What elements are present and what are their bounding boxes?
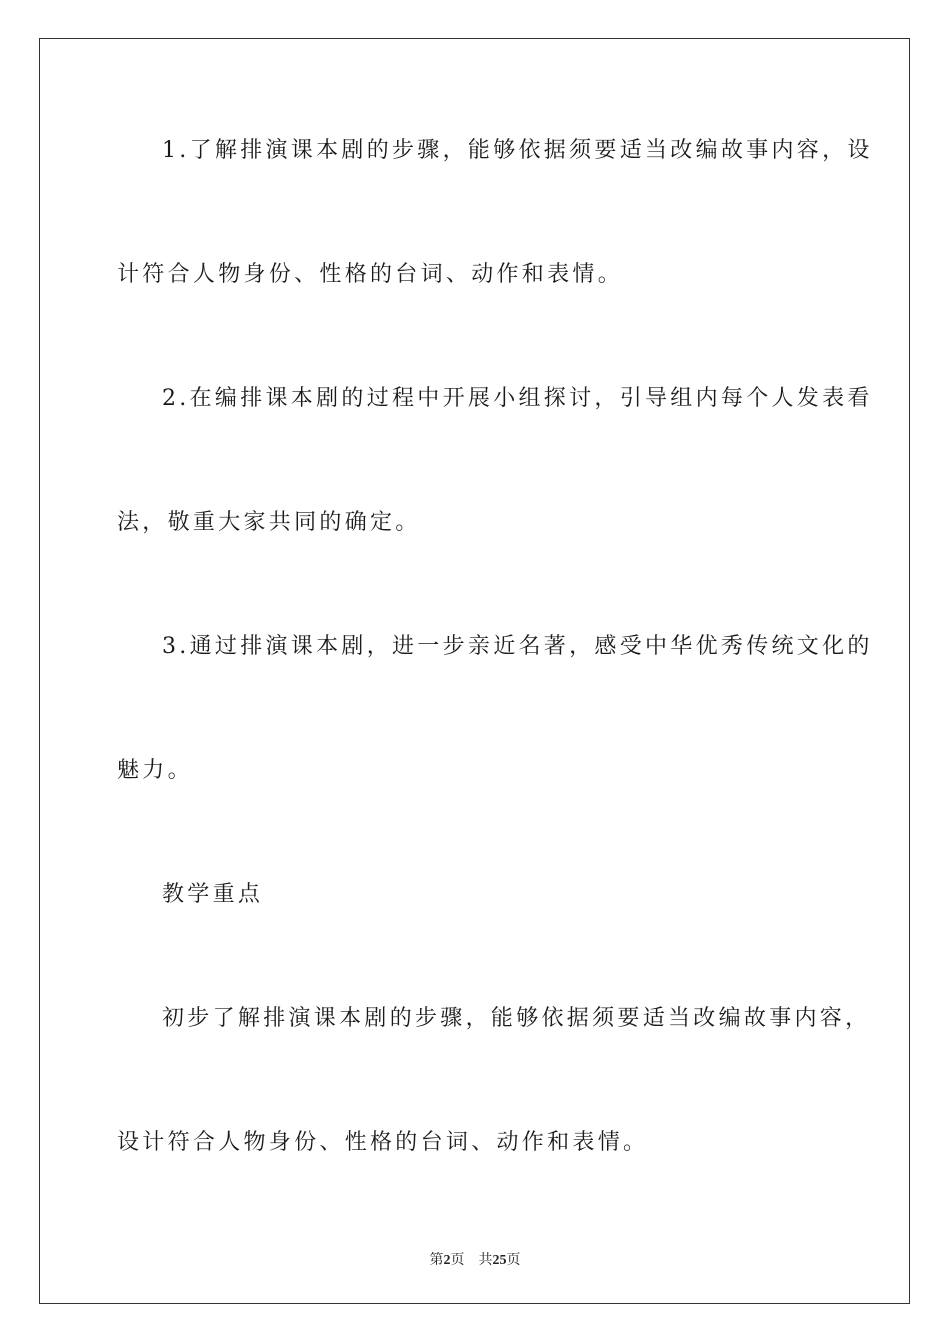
current-page-number: 2 (443, 1253, 451, 1268)
total-suffix: 页 (506, 1253, 521, 1268)
objective-1-line-2: 计符合人物身份、性格的台词、动作和表情。 (117, 262, 624, 287)
page-suffix: 页 (450, 1253, 465, 1268)
key-point-line-2: 设计符合人物身份、性格的台词、动作和表情。 (117, 1130, 649, 1155)
total-prefix: 共 (478, 1253, 493, 1268)
objective-3-line-1: 3.通过排演课本剧，进一步亲近名著，感受中华优秀传统文化的 (162, 634, 873, 659)
page-footer (0, 1249, 950, 1269)
objective-2-line-1: 2.在编排课本剧的过程中开展小组探讨，引导组内每个人发表看 (162, 386, 873, 411)
objective-3-line-2: 魅力。 (117, 758, 193, 783)
objective-1-line-1: 1.了解排演课本剧的步骤，能够依据须要适当改编故事内容，设 (162, 138, 873, 163)
page-border (39, 38, 910, 1304)
section-heading: 教学重点 (162, 882, 264, 907)
page-prefix: 第 (429, 1253, 444, 1268)
key-point-line-1: 初步了解排演课本剧的步骤，能够依据须要适当改编故事内容， (162, 1006, 871, 1031)
total-page-count: 25 (492, 1253, 507, 1268)
objective-2-line-2: 法，敬重大家共同的确定。 (117, 510, 421, 535)
